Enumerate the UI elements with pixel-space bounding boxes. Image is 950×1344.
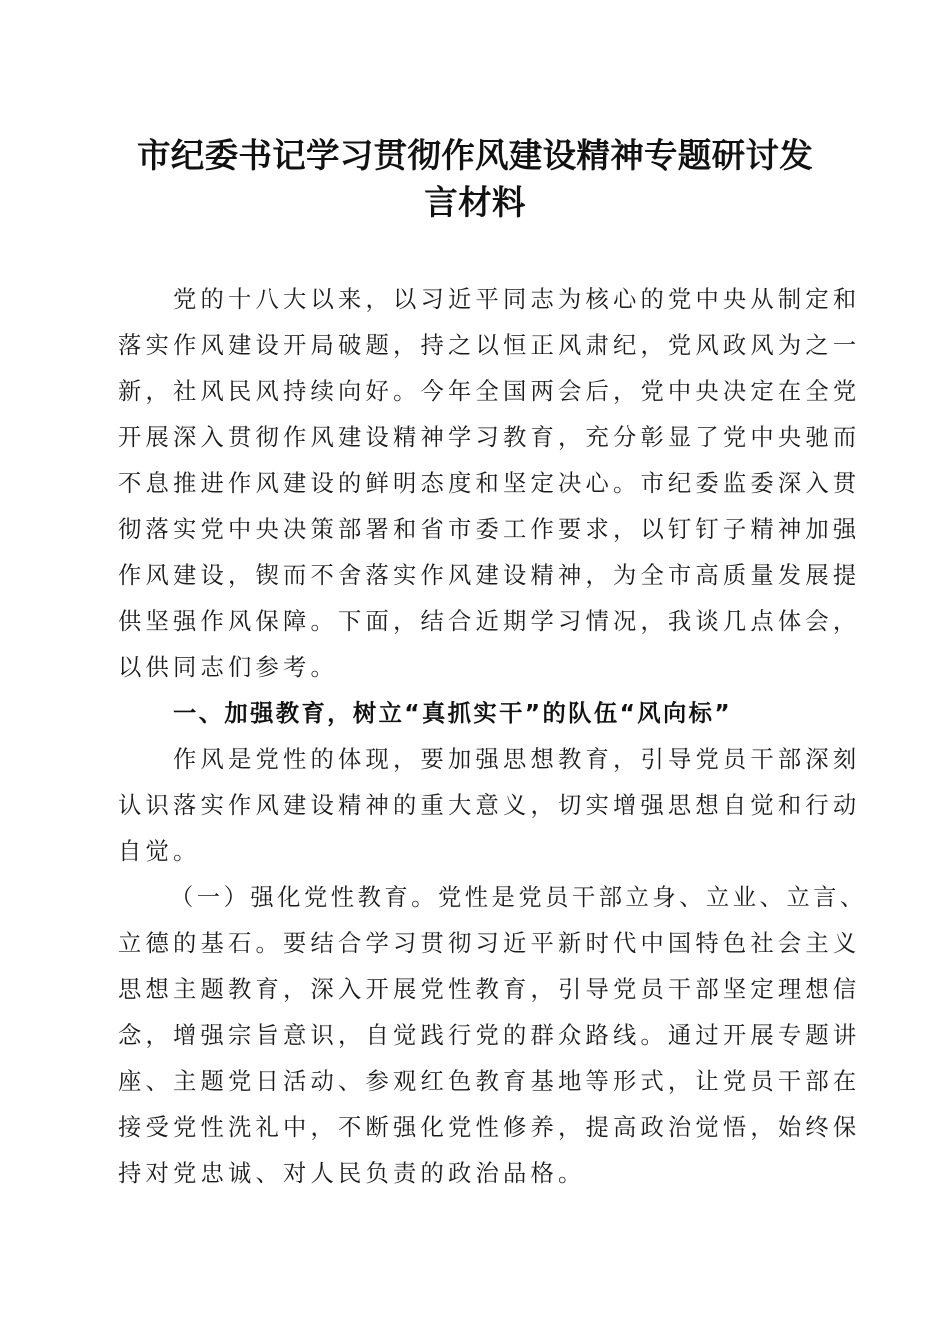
paragraph-line: 念，增强宗旨意识，自觉践行党的群众路线。通过开展专题讲 — [118, 1022, 861, 1049]
paragraph-line: 以供同志们参考。 — [118, 654, 338, 681]
document-title — [110, 132, 840, 226]
subsection-1-paragraph — [118, 875, 867, 1197]
section-1-lead-paragraph — [118, 737, 861, 875]
document-body — [118, 277, 867, 1197]
paragraph-line: 座、主题党日活动、参观红色教育基地等形式，让党员干部在 — [118, 1068, 861, 1095]
paragraph-line: 立德的基石。要结合学习贯彻习近平新时代中国特色社会主义 — [118, 930, 861, 957]
paragraph-line: 接受党性洗礼中，不断强化党性修养，提高政治觉悟，始终保 — [118, 1114, 861, 1141]
section-heading-1: 一、加强教育，树立“真抓实干”的队伍“风向标” — [173, 700, 733, 727]
paragraph-line: 作风建设，锲而不舍落实作风建设精神，为全市高质量发展提 — [118, 562, 861, 589]
paragraph-line: 不息推进作风建设的鲜明态度和坚定决心。市纪委监委深入贯 — [118, 470, 861, 497]
paragraph-line: 新，社风民风持续向好。今年全国两会后，党中央决定在全党 — [118, 378, 861, 405]
title-line-1: 市纪委书记学习贯彻作风建设精神专题研讨发 — [137, 136, 813, 175]
paragraph-line: 开展深入贯彻作风建设精神学习教育，充分彰显了党中央驰而 — [118, 424, 861, 451]
paragraph-line: 落实作风建设开局破题，持之以恒正风肃纪，党风政风为之一 — [118, 332, 861, 359]
paragraph-line: 自觉。 — [118, 838, 201, 865]
paragraph-line: 党的十八大以来，以习近平同志为核心的党中央从制定和 — [173, 286, 861, 313]
paragraph-line: 思想主题教育，深入开展党性教育，引导党员干部坚定理想信 — [118, 976, 861, 1003]
paragraph-line: 彻落实党中央决策部署和省市委工作要求，以钉钉子精神加强 — [118, 516, 861, 543]
paragraph-line: 作风是党性的体现，要加强思想教育，引导党员干部深刻 — [173, 746, 861, 773]
intro-paragraph — [118, 277, 861, 691]
subsection-heading-line: （一）强化党性教育。党性是党员干部立身、立业、立言、 — [170, 884, 867, 911]
title-line-2: 言材料 — [424, 183, 526, 222]
paragraph-line: 持对党忠诚、对人民负责的政治品格。 — [118, 1160, 586, 1187]
paragraph-line: 供坚强作风保障。下面，结合近期学习情况，我谈几点体会， — [118, 608, 861, 635]
paragraph-line: 认识落实作风建设精神的重大意义，切实增强思想自觉和行动 — [118, 792, 861, 819]
